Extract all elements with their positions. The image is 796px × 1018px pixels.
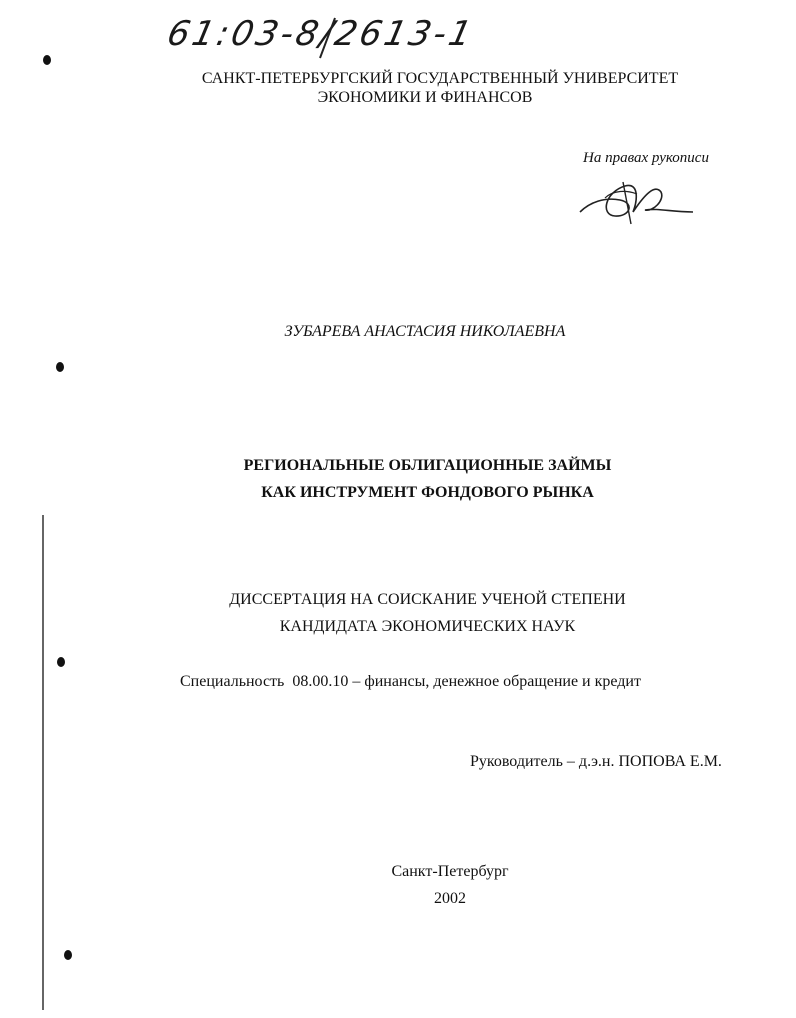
binder-hole-dot <box>57 657 65 667</box>
specialty-line: Специальность 08.00.10 – финансы, денежное обращение и кредит <box>180 673 641 690</box>
year: 2002 <box>434 890 466 907</box>
city: Санкт-Петербург <box>391 863 509 880</box>
binder-hole-dot <box>64 950 72 960</box>
university-name-line1: САНКТ-ПЕТЕРБУРГСКИЙ ГОСУДАРСТВЕННЫЙ УНИВЕРСИТЕТ <box>201 70 679 87</box>
signature-icon <box>575 172 700 230</box>
university-name-line2: ЭКОНОМИКИ И ФИНАНСОВ <box>317 89 533 106</box>
handwritten-archive-number: 61:03-8/2613-1 <box>163 14 479 54</box>
scan-margin-line <box>42 515 44 1010</box>
supervisor-line: Руководитель – д.э.н. ПОПОВА Е.М. <box>470 753 722 770</box>
author-name: ЗУБАРЕВА АНАСТАСИЯ НИКОЛАЕВНА <box>284 323 566 340</box>
binder-hole-dot <box>43 55 51 65</box>
degree-line2: КАНДИДАТА ЭКОНОМИЧЕСКИХ НАУК <box>279 618 576 635</box>
handwriting-strokes <box>160 12 520 62</box>
dissertation-title-line1: РЕГИОНАЛЬНЫЕ ОБЛИГАЦИОННЫЕ ЗАЙМЫ <box>243 457 612 474</box>
degree-line1: ДИССЕРТАЦИЯ НА СОИСКАНИЕ УЧЕНОЙ СТЕПЕНИ <box>229 591 626 608</box>
manuscript-rights-note: На правах рукописи <box>583 150 709 166</box>
binder-hole-dot <box>56 362 64 372</box>
dissertation-title-line2: КАК ИНСТРУМЕНТ ФОНДОВОГО РЫНКА <box>261 484 594 501</box>
